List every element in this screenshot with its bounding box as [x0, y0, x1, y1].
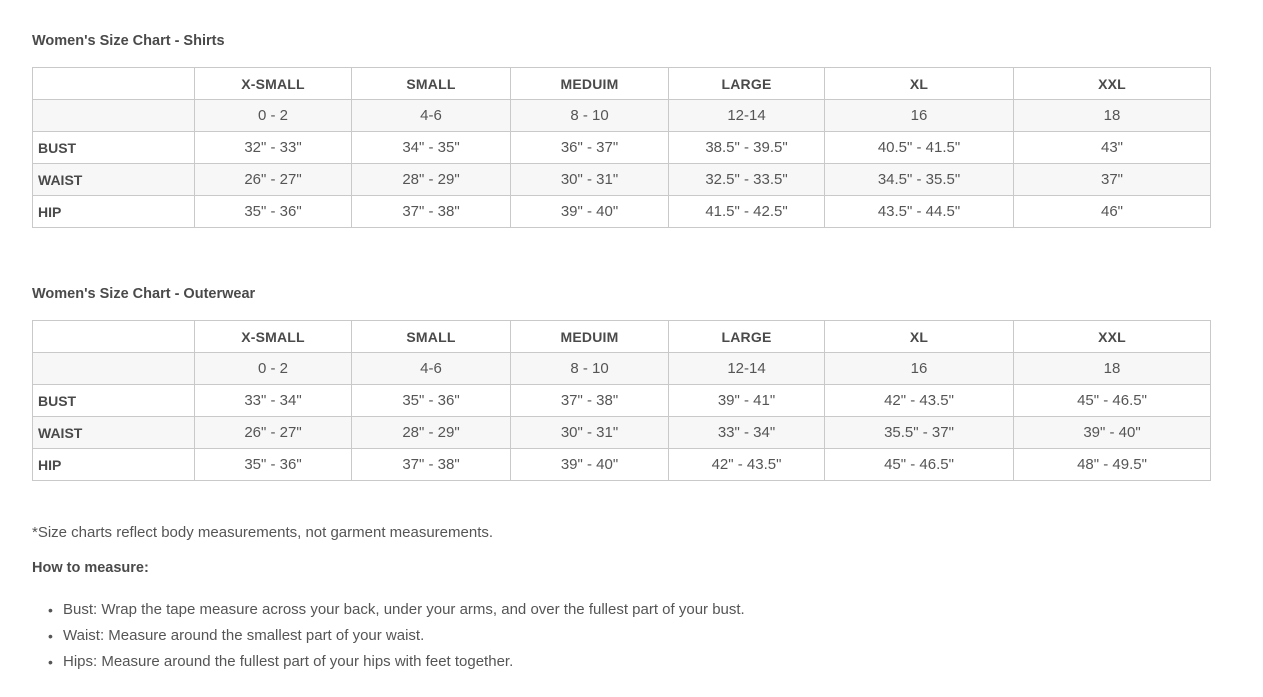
table-row-bust — [33, 132, 1211, 164]
column-header-xl: XL — [825, 68, 1014, 100]
size-cell: 32" - 33" — [195, 132, 352, 164]
size-cell: 4-6 — [352, 353, 511, 385]
size-cell: 34" - 35" — [352, 132, 511, 164]
column-header-small: SMALL — [352, 321, 511, 353]
measure-instruction-item: • Hips: Measure around the fullest part of your hips with feet together. — [63, 649, 1231, 675]
size-cell: 28" - 29" — [352, 417, 511, 449]
size-cell: 8 - 10 — [511, 100, 669, 132]
row-label-hip: HIP — [33, 196, 195, 228]
how-to-measure-heading: How to measure: — [32, 560, 149, 576]
size-cell: 39" - 40" — [1014, 417, 1211, 449]
table-row-blank — [33, 353, 1211, 385]
row-label-blank — [33, 100, 195, 132]
size-cell: 26" - 27" — [195, 164, 352, 196]
size-cell: 30" - 31" — [511, 164, 669, 196]
size-cell: 34.5" - 35.5" — [825, 164, 1014, 196]
disclaimer-note: *Size charts reflect body measurements, not garment measurements. — [32, 524, 494, 541]
size-cell: 46" — [1014, 196, 1211, 228]
table-header-row — [33, 68, 1211, 100]
size-cell: 43.5" - 44.5" — [825, 196, 1014, 228]
size-cell: 37" - 38" — [511, 385, 669, 417]
table-row-waist — [33, 417, 1211, 449]
size-cell: 18 — [1014, 100, 1211, 132]
shirts-size-chart-section — [32, 33, 1231, 228]
size-cell: 39" - 40" — [511, 449, 669, 481]
row-label-bust: BUST — [33, 385, 195, 417]
column-header-large: LARGE — [669, 321, 825, 353]
size-cell: 33" - 34" — [669, 417, 825, 449]
size-cell: 0 - 2 — [195, 353, 352, 385]
size-cell: 45" - 46.5" — [825, 449, 1014, 481]
size-cell: 37" - 38" — [352, 449, 511, 481]
size-cell: 42" - 43.5" — [825, 385, 1014, 417]
row-label-hip: HIP — [33, 449, 195, 481]
size-cell: 28" - 29" — [352, 164, 511, 196]
shirts-size-table — [32, 67, 1211, 228]
size-cell: 37" - 38" — [352, 196, 511, 228]
row-label-blank — [33, 353, 195, 385]
column-header-x-small: X-SMALL — [195, 321, 352, 353]
table-row-hip — [33, 449, 1211, 481]
column-header-xl: XL — [825, 321, 1014, 353]
measure-instruction-item: • Bust: Wrap the tape measure across your back, under your arms, and over the fullest part of your bust. — [63, 597, 1231, 623]
column-header-xxl: XXL — [1014, 68, 1211, 100]
column-header-large: LARGE — [669, 68, 825, 100]
row-label-waist: WAIST — [33, 164, 195, 196]
size-cell: 45" - 46.5" — [1014, 385, 1211, 417]
size-cell: 41.5" - 42.5" — [669, 196, 825, 228]
size-cell: 35" - 36" — [195, 196, 352, 228]
size-cell: 33" - 34" — [195, 385, 352, 417]
size-cell: 40.5" - 41.5" — [825, 132, 1014, 164]
column-header-small: SMALL — [352, 68, 511, 100]
size-cell: 43" — [1014, 132, 1211, 164]
shirts-chart-title: Women's Size Chart - Shirts — [32, 33, 225, 49]
column-header-meduim: MEDUIM — [511, 68, 669, 100]
size-cell: 4-6 — [352, 100, 511, 132]
size-cell: 35.5" - 37" — [825, 417, 1014, 449]
outerwear-chart-title: Women's Size Chart - Outerwear — [32, 286, 256, 302]
size-cell: 30" - 31" — [511, 417, 669, 449]
size-cell: 18 — [1014, 353, 1211, 385]
size-cell: 12-14 — [669, 353, 825, 385]
row-label-bust: BUST — [33, 132, 195, 164]
table-row-bust — [33, 385, 1211, 417]
size-cell: 8 - 10 — [511, 353, 669, 385]
size-cell: 39" - 40" — [511, 196, 669, 228]
size-cell: 32.5" - 33.5" — [669, 164, 825, 196]
outerwear-size-chart-section — [32, 286, 1231, 481]
table-header-row — [33, 321, 1211, 353]
column-header-meduim: MEDUIM — [511, 321, 669, 353]
measure-instructions-list — [32, 597, 1231, 675]
table-row-waist — [33, 164, 1211, 196]
column-header-xxl: XXL — [1014, 321, 1211, 353]
row-label-waist: WAIST — [33, 417, 195, 449]
column-header-blank — [33, 68, 195, 100]
table-row-blank — [33, 100, 1211, 132]
column-header-blank — [33, 321, 195, 353]
size-cell: 48" - 49.5" — [1014, 449, 1211, 481]
size-cell: 38.5" - 39.5" — [669, 132, 825, 164]
outerwear-size-table — [32, 320, 1211, 481]
size-cell: 35" - 36" — [352, 385, 511, 417]
size-cell: 16 — [825, 100, 1014, 132]
size-cell: 35" - 36" — [195, 449, 352, 481]
table-row-hip — [33, 196, 1211, 228]
measure-instruction-item: • Waist: Measure around the smallest part of your waist. — [63, 623, 1231, 649]
column-header-x-small: X-SMALL — [195, 68, 352, 100]
size-cell: 26" - 27" — [195, 417, 352, 449]
size-cell: 42" - 43.5" — [669, 449, 825, 481]
size-cell: 39" - 41" — [669, 385, 825, 417]
size-cell: 16 — [825, 353, 1014, 385]
size-cell: 36" - 37" — [511, 132, 669, 164]
size-cell: 37" — [1014, 164, 1211, 196]
size-cell: 12-14 — [669, 100, 825, 132]
size-cell: 0 - 2 — [195, 100, 352, 132]
